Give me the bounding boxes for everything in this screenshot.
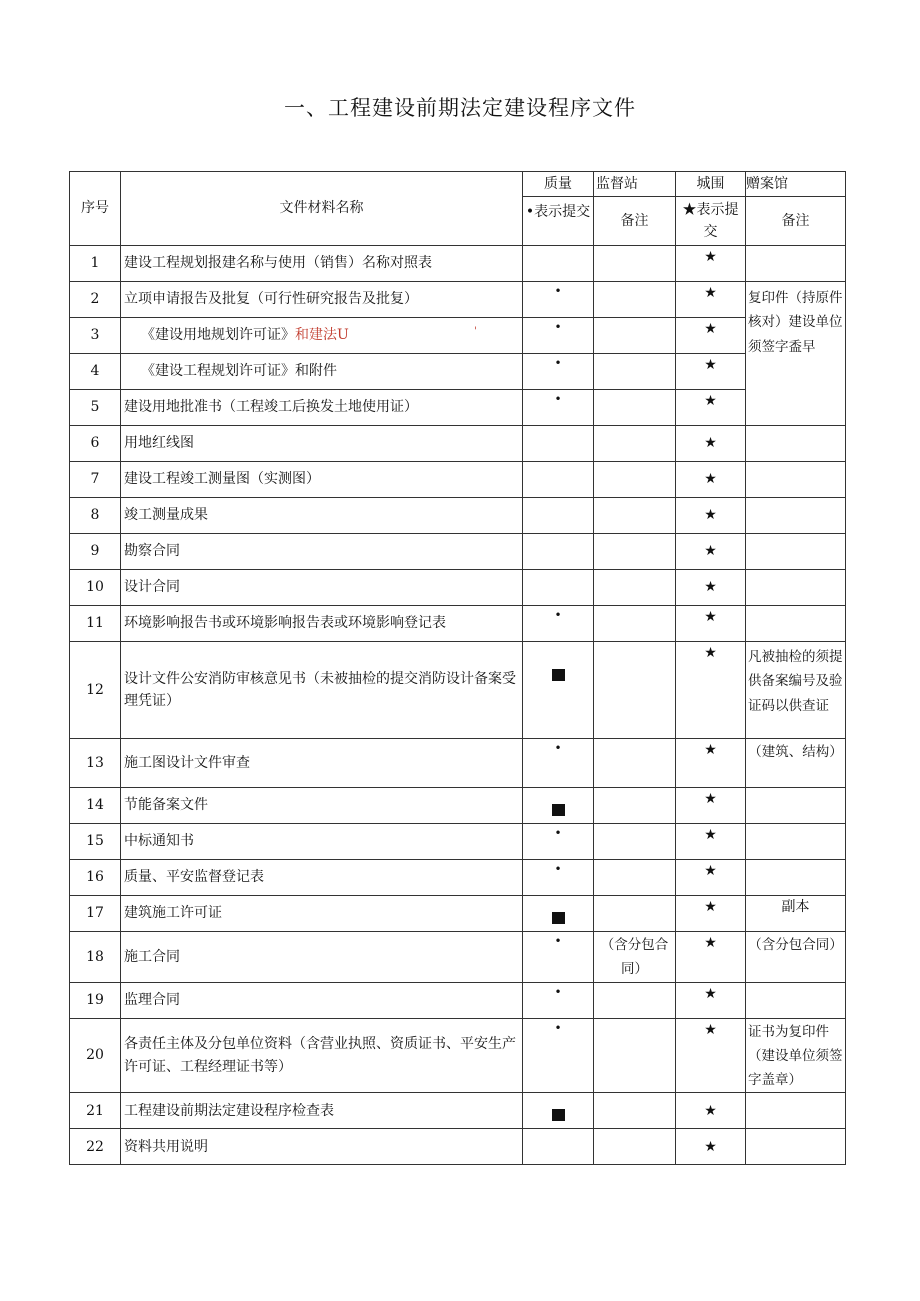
row-name: 设计合同 (121, 570, 523, 606)
header-urban: 城围 (676, 172, 746, 197)
row-no: 10 (70, 570, 121, 606)
star-mark: ★ (676, 390, 746, 426)
square-mark (552, 669, 565, 681)
row-no: 3 (70, 318, 121, 354)
table-row (70, 932, 846, 983)
dot-mark: • (523, 860, 594, 896)
row-name: 各责任主体及分包单位资料（含营业执照、资质证书、平安生产许可证、工程经理证书等） (121, 1018, 523, 1093)
dot-mark: • (523, 932, 594, 983)
table-row (70, 354, 846, 390)
table-row (70, 282, 846, 318)
header-quality-submit: •表示提交 (523, 197, 594, 246)
row-name: 建设用地批准书（工程竣工后换发土地使用证） (121, 390, 523, 426)
header-archive: 赠案馆 (746, 172, 846, 197)
star-mark: ★ (676, 642, 746, 739)
table-row (70, 570, 846, 606)
table-row (70, 498, 846, 534)
row-name: 立项申请报告及批复（可行性研究报告及批复） (121, 282, 523, 318)
dot-mark: • (523, 354, 594, 390)
table-row (70, 462, 846, 498)
dot-mark: • (523, 390, 594, 426)
row-name: 施工图设计文件审查 (121, 739, 523, 788)
star-mark: ★ (676, 354, 746, 390)
square-mark (552, 804, 565, 816)
table-row (70, 1129, 846, 1165)
star-mark: ★ (676, 788, 746, 824)
table-row (70, 390, 846, 426)
row-name: 监理合同 (121, 982, 523, 1018)
star-mark: ★ (676, 824, 746, 860)
table-row (70, 896, 846, 932)
dot-mark: • (523, 606, 594, 642)
remark-structure: （建筑、结构） (746, 739, 846, 788)
table-row (70, 1018, 846, 1093)
header-urban-submit-line1: ★表示提 (682, 201, 739, 218)
row-name: 《建设工程规划许可证》和附件 (121, 354, 523, 390)
row-name: 竣工测量成果 (121, 498, 523, 534)
table-row (70, 318, 846, 354)
square-mark-cell (523, 788, 594, 824)
table-row (70, 246, 846, 282)
table-row (70, 642, 846, 739)
table-row (70, 1093, 846, 1129)
row-name: 建设工程竣工测量图（实测图） (121, 462, 523, 498)
star-mark: ★ (676, 318, 746, 354)
header-urban-submit (676, 197, 746, 246)
header-station-remark: 备注 (594, 197, 676, 246)
row-no: 14 (70, 788, 121, 824)
row-name: 资料共用说明 (121, 1129, 523, 1165)
star-mark: ★ (676, 498, 746, 534)
row-name: 勘察合同 (121, 534, 523, 570)
header-quality: 质量 (523, 172, 594, 197)
table-row (70, 982, 846, 1018)
star-mark: ★ (676, 1018, 746, 1093)
dot-mark: • (523, 824, 594, 860)
table-row (70, 739, 846, 788)
header-archive-remark: 备注 (746, 197, 846, 246)
star-mark: ★ (676, 570, 746, 606)
table-row (70, 860, 846, 896)
star-mark: ★ (676, 896, 746, 932)
table-row (70, 824, 846, 860)
remark-copy-verify: 复印件（持原件核对）建设单位须签字盉早 (746, 282, 846, 426)
row-name: 建设工程规划报建名称与使用（销售）名称对照表 (121, 246, 523, 282)
row-name: 质量、平安监督登记表 (121, 860, 523, 896)
star-mark: ★ (676, 1093, 746, 1129)
star-mark: ★ (676, 282, 746, 318)
square-mark (552, 1109, 565, 1121)
square-mark (552, 912, 565, 924)
remark-certificate-copy: 证书为复印件（建设单位须签字盖章） (746, 1018, 846, 1093)
dot-mark: • (523, 982, 594, 1018)
star-mark: ★ (676, 739, 746, 788)
star-mark: ★ (676, 426, 746, 462)
row-no: 18 (70, 932, 121, 983)
remark-copy: 副本 (746, 896, 846, 932)
header-station: 监督站 (594, 172, 676, 197)
star-mark: ★ (676, 534, 746, 570)
document-table (69, 171, 846, 1165)
row-no: 1 (70, 246, 121, 282)
row-name-red: 和建法U (295, 327, 349, 344)
row-no: 22 (70, 1129, 121, 1165)
row-name: 设计文件公安消防审核意见书（未被抽检的提交消防设计备案受理凭证） (121, 642, 523, 739)
row-name: 用地红线图 (121, 426, 523, 462)
row-name: 环境影响报告书或环境影响报告表或环境影响登记表 (121, 606, 523, 642)
tick-mark: ' (474, 326, 477, 337)
star-mark: ★ (676, 606, 746, 642)
row-no: 19 (70, 982, 121, 1018)
table-row (70, 534, 846, 570)
row-name: 《建设用地规划许可证》 (141, 327, 295, 344)
row-no: 9 (70, 534, 121, 570)
row-no: 12 (70, 642, 121, 739)
star-mark: ★ (676, 246, 746, 282)
star-mark: ★ (676, 860, 746, 896)
square-mark-cell (523, 896, 594, 932)
row-no: 16 (70, 860, 121, 896)
remark-station-subcontract: （含分包合同） (594, 932, 676, 983)
row-name: 中标通知书 (121, 824, 523, 860)
dot-mark: • (523, 1018, 594, 1093)
row-no: 6 (70, 426, 121, 462)
remark-spot-check: 凡被抽检的须提供备案编号及验证码以供查证 (746, 642, 846, 739)
row-no: 21 (70, 1093, 121, 1129)
row-no: 2 (70, 282, 121, 318)
row-no: 7 (70, 462, 121, 498)
row-no: 4 (70, 354, 121, 390)
row-no: 5 (70, 390, 121, 426)
header-urban-submit-line2: 交 (703, 224, 718, 240)
row-no: 11 (70, 606, 121, 642)
star-mark: ★ (676, 982, 746, 1018)
star-mark: ★ (676, 462, 746, 498)
row-name: 施工合同 (121, 932, 523, 983)
row-no: 17 (70, 896, 121, 932)
row-no: 8 (70, 498, 121, 534)
row-no: 15 (70, 824, 121, 860)
row-name: 节能备案文件 (121, 788, 523, 824)
table-row (70, 426, 846, 462)
header-seq: 序号 (70, 172, 121, 246)
table-row (70, 788, 846, 824)
page-title: 一、工程建设前期法定建设程序文件 (284, 96, 636, 120)
row-no: 13 (70, 739, 121, 788)
star-mark: ★ (676, 932, 746, 983)
dot-mark: • (523, 282, 594, 318)
row-no: 20 (70, 1018, 121, 1093)
dot-mark: • (523, 739, 594, 788)
square-mark-cell (523, 642, 594, 739)
dot-mark: • (523, 318, 594, 354)
table-row (70, 606, 846, 642)
remark-archive-subcontract: （含分包合同） (746, 932, 846, 983)
row-name-cell (121, 318, 523, 354)
row-name: 工程建设前期法定建设程序检查表 (121, 1093, 523, 1129)
row-name: 建筑施工许可证 (121, 896, 523, 932)
star-mark: ★ (676, 1129, 746, 1165)
square-mark-cell (523, 1093, 594, 1129)
header-name: 文件材料名称 (121, 172, 523, 246)
